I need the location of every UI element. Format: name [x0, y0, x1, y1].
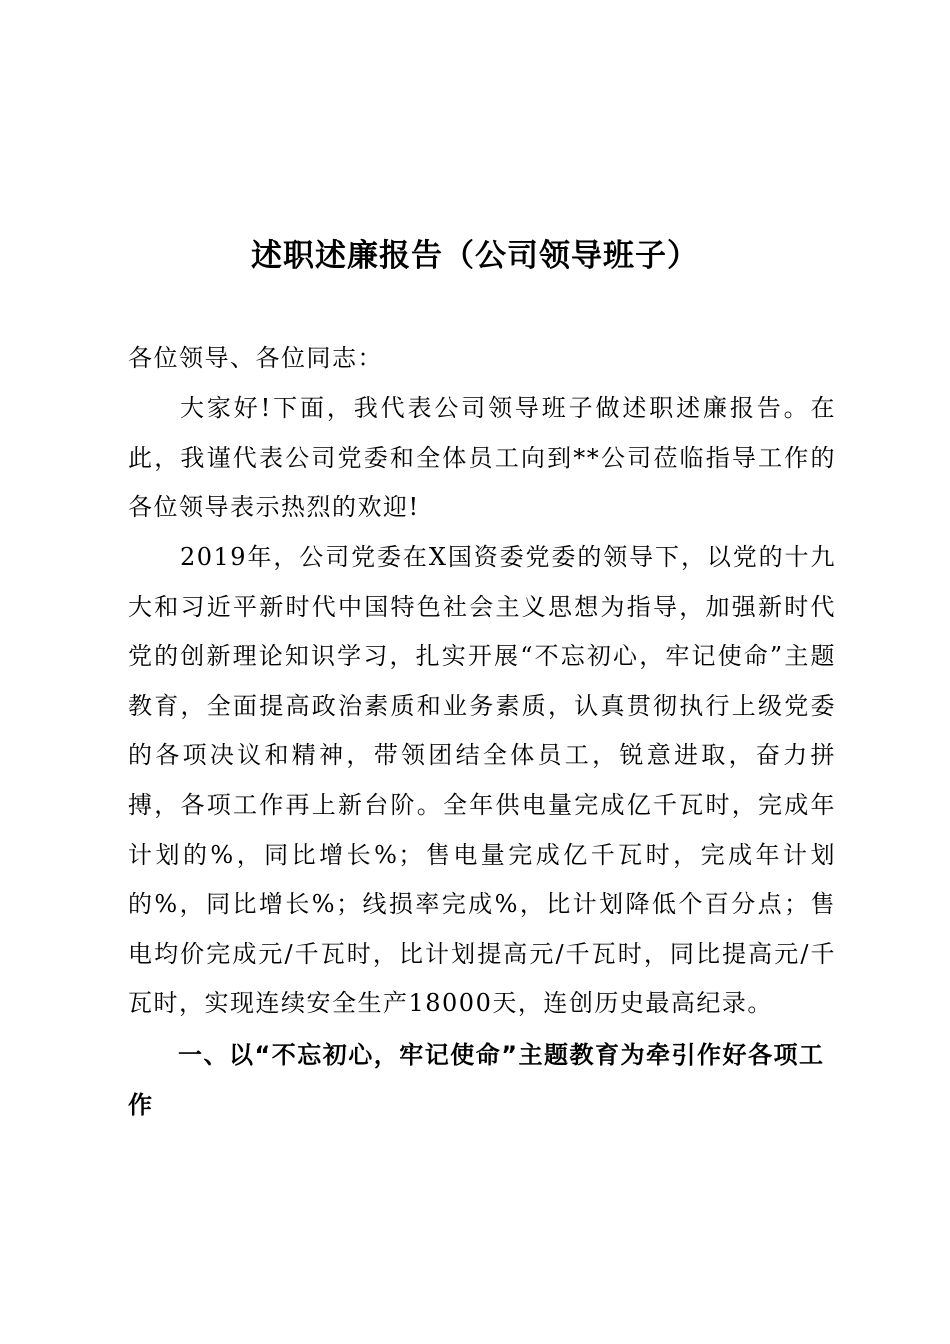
document-title: 述职述廉报告（公司领导班子）: [251, 238, 699, 274]
paragraph-annual-summary: 2019年，公司党委在X国资委党委的领导下，以党的十九大和习近平新时代中国特色社会主义思想为指导，加强新时代党的创新理论知识学习，扎实开展“不忘初心，牢记使命”主题教育，全面提高政治素质和业务素质，认真贯彻执行上级党委的各项决议和精神，带领团结全体员工，锐意进取，奋力拼搏，各项工作再上新台阶。全年供电量完成亿千瓦时，完成年计划的%，同比增长%；售电量完成亿千瓦时，完成年计划的%，同比增长%；线损率完成%，比计划降低个百分点；售电均价完成元/千瓦时，比计划提高元/千瓦时，同比提高元/千瓦时，实现连续安全生产18000天，连创历史最高纪录。: [128, 543, 836, 1018]
paragraph-greeting: 大家好!下面，我代表公司领导班子做述职述廉报告。在此，我谨代表公司党委和全体员工向到**公司莅临指导工作的各位领导表示热烈的欢迎!: [128, 394, 836, 522]
salutation: 各位领导、各位同志：: [128, 344, 383, 372]
section-heading-one: 一、以“不忘初心，牢记使命”主题教育为牵引作好各项工作: [128, 1041, 825, 1119]
